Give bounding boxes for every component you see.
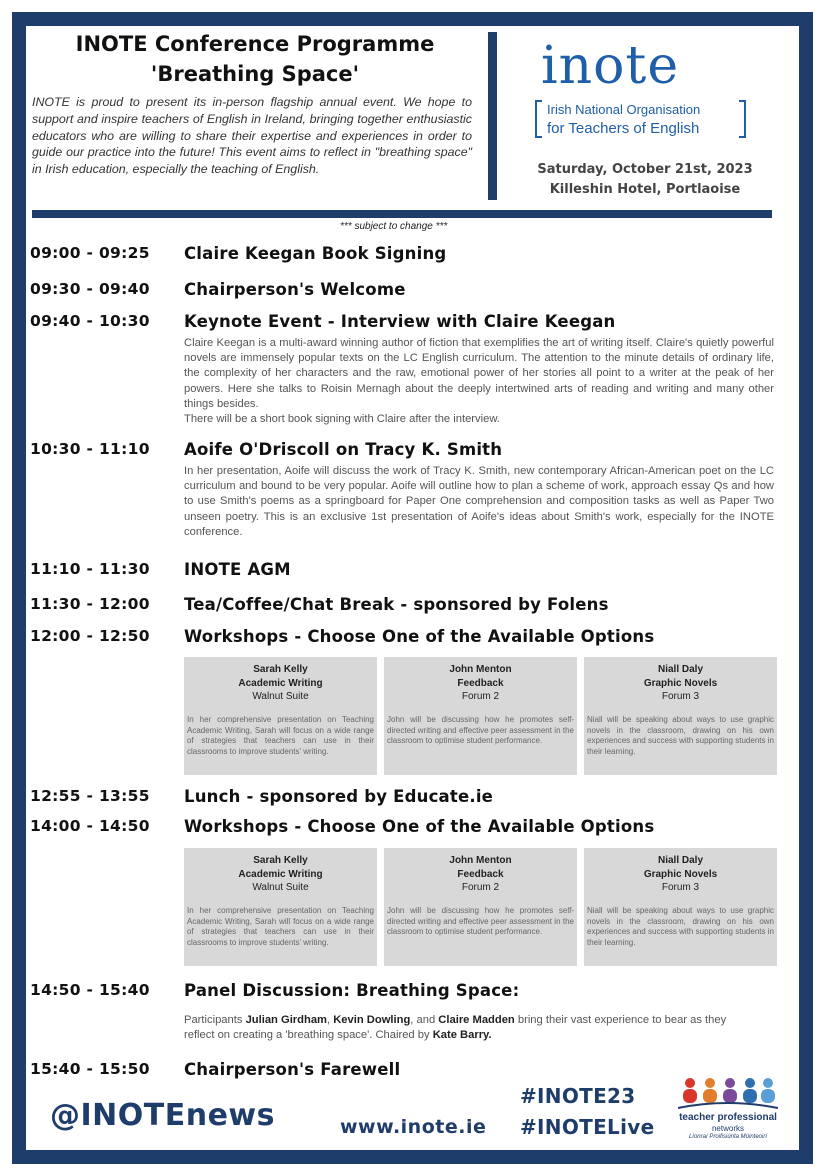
event-details	[510, 160, 780, 200]
session-time: 15:40 - 15:50	[30, 1060, 150, 1078]
session-time: 12:00 - 12:50	[30, 627, 150, 645]
session-title: Chairperson's Welcome	[184, 280, 406, 299]
session-time: 12:55 - 13:55	[30, 787, 150, 805]
event-venue: Killeshin Hotel, Portlaoise	[549, 182, 741, 197]
session-title: Keynote Event - Interview with Claire Keegan	[184, 312, 616, 331]
logo-line2: for Teachers of English	[547, 120, 700, 137]
hashtag-2: #INOTELive	[520, 1115, 655, 1139]
session-title: Workshops - Choose One of the Available Options	[184, 627, 655, 646]
workshop-description: John will be discussing how he promotes self-directed writing and effective peer assessment in the classroom to optimise student performance.	[387, 906, 574, 936]
panel-text: ,	[327, 1014, 334, 1026]
header-rule	[32, 210, 772, 218]
subject-to-change-note: *** subject to change ***	[340, 221, 448, 232]
workshop-topic: Graphic Novels	[643, 868, 718, 880]
panelist-name: Kevin Dowling	[333, 1014, 411, 1026]
workshop-card	[384, 657, 577, 775]
tpn-irish: Líonraí Proifisiúnta Múinteoirí	[688, 1134, 768, 1140]
workshop-description: Niall will be speaking about ways to use graphic novels in the classroom, drawing on his own experiences and success with supporting students in their learning.	[587, 715, 774, 756]
workshop-room: Forum 3	[661, 691, 700, 702]
twitter-handle: @INOTEnews	[50, 1098, 276, 1133]
panel-text: Participants	[184, 1014, 246, 1026]
workshop-room: Walnut Suite	[252, 882, 309, 893]
tpn-networks: networks	[711, 1124, 744, 1133]
event-date: Saturday, October 21st, 2023	[537, 162, 753, 177]
workshop-card	[384, 848, 577, 966]
workshop-presenter: John Menton	[449, 664, 512, 675]
session-title: Claire Keegan Book Signing	[184, 244, 447, 263]
tpn-logo	[672, 1074, 782, 1144]
workshop-presenter: Niall Daly	[657, 855, 704, 866]
workshop-presenter: Sarah Kelly	[253, 855, 308, 866]
session-time: 14:00 - 14:50	[30, 817, 150, 835]
panelist-name: Claire Madden	[438, 1014, 515, 1026]
session-time: 09:30 - 09:40	[30, 280, 150, 298]
workshop-topic: Academic Writing	[238, 677, 323, 689]
session-time: 11:10 - 11:30	[30, 560, 150, 578]
session-title: INOTE AGM	[184, 560, 291, 579]
workshop-description: Niall will be speaking about ways to use graphic novels in the classroom, drawing on his own experiences and success with supporting students in their learning.	[587, 906, 774, 947]
tpn-people-icon	[672, 1074, 782, 1114]
panel-description	[184, 1013, 744, 1043]
session-time: 11:30 - 12:00	[30, 595, 150, 613]
workshop-card	[184, 657, 377, 775]
workshop-description: In her comprehensive presentation on Teaching Academic Writing, Sarah will focus on a wide range of strategies that teachers can use in their classrooms to improve students' writing.	[187, 715, 374, 756]
session-time: 14:50 - 15:40	[30, 981, 150, 999]
workshop-topic: Graphic Novels	[643, 677, 718, 689]
panelist-name: Julian Girdham	[245, 1014, 327, 1026]
session-title: Chairperson's Farewell	[184, 1060, 401, 1079]
session-title: Panel Discussion: Breathing Space:	[184, 981, 520, 1000]
intro-text: INOTE is proud to present its in-person flagship annual event. We hope to support and inspire teachers of English in Ireland, bringing together enthusiastic educators who are willing to share their expertise and experiences in order to guide our practice into the future! This event aims to reflect in "breathing space" in Irish education, especially the teaching of English.	[32, 95, 472, 177]
session-title: Workshops - Choose One of the Available Options	[184, 817, 655, 836]
workshop-topic: Feedback	[457, 677, 504, 689]
session-title: Aoife O'Driscoll on Tracy K. Smith	[184, 440, 503, 459]
workshop-room: Forum 2	[461, 882, 500, 893]
panel-text: , and	[410, 1014, 439, 1026]
logo-wordmark: inote	[541, 36, 680, 96]
session-time: 09:00 - 09:25	[30, 244, 150, 262]
tpn-name: teacher professional	[679, 1112, 777, 1123]
keynote-note: There will be a short book signing with Claire after the interview.	[184, 413, 500, 426]
workshop-room: Forum 3	[661, 882, 700, 893]
workshop-card	[584, 657, 777, 775]
website-link[interactable]: www.inote.ie	[340, 1116, 487, 1138]
session-time: 09:40 - 10:30	[30, 312, 150, 330]
workshop-topic: Academic Writing	[238, 868, 323, 880]
workshop-presenter: John Menton	[449, 855, 512, 866]
workshop-room: Forum 2	[461, 691, 500, 702]
workshop-topic: Feedback	[457, 868, 504, 880]
logo-bracket-right	[739, 100, 746, 138]
logo-bracket-left	[535, 100, 542, 138]
page-subtitle: 'Breathing Space'	[150, 62, 360, 86]
workshop-description: In her comprehensive presentation on Teaching Academic Writing, Sarah will focus on a wide range of strategies that teachers can use in their classrooms to improve students' writing.	[187, 906, 374, 947]
hashtag-1: #INOTE23	[520, 1084, 636, 1108]
session-title: Lunch - sponsored by Educate.ie	[184, 787, 494, 806]
session-description: In her presentation, Aoife will discuss the work of Tracy K. Smith, new contemporary African-American poet on the LC curriculum and bound to be very popular. Aoife will outline how to plan a scheme of work, approach essay Qs and how to use Smith's poems as a springboard for Paper One comprehension and composition tasks as well as Paper Two unseen poetry. This is an exclusive 1st presentation of Aoife's ideas about Smith's work, especially for the INOTE conference.	[184, 465, 774, 538]
session-title: Tea/Coffee/Chat Break - sponsored by Folens	[184, 595, 609, 614]
session-time: 10:30 - 11:10	[30, 440, 150, 458]
page-title: INOTE Conference Programme	[75, 32, 435, 56]
workshop-presenter: Sarah Kelly	[253, 664, 308, 675]
chair-name: Kate Barry.	[432, 1029, 492, 1042]
logo-line1: Irish National Organisation	[547, 102, 701, 117]
workshop-description: John will be discussing how he promotes self-directed writing and effective peer assessment in the classroom to optimise student performance.	[387, 715, 574, 745]
panel-text: bring their vast experience to bear as they reflect on creating a 'breathing space'. Chaired by	[184, 1014, 727, 1042]
inote-logo	[525, 36, 765, 156]
header-divider	[488, 32, 497, 200]
workshop-card	[184, 848, 377, 966]
workshop-card	[584, 848, 777, 966]
session-description	[184, 336, 774, 427]
keynote-description: Claire Keegan is a multi-award winning author of fiction that exemplifies the art of writing itself. Claire's quietly powerful novels are immensely popular texts on the LC English curriculum. The attention to the minute details of ordinary life, the complexity of her characters and the raw, emotional power of her stories all point to a writer at the peak of her powers. Here she talks to Roisin Mernagh about the deeply intertwined arts of reading and writing and many other things besides.	[184, 337, 774, 410]
workshop-room: Walnut Suite	[252, 691, 309, 702]
workshop-presenter: Niall Daly	[657, 664, 704, 675]
